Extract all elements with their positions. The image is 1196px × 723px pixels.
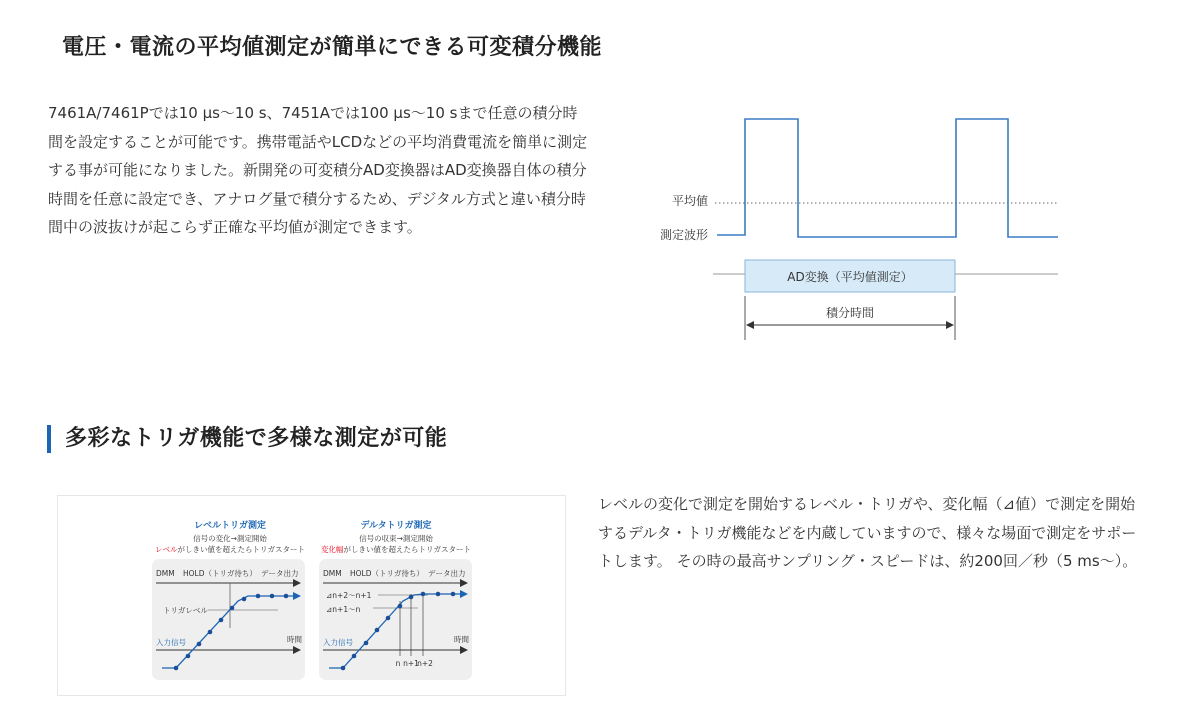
delta-sample-point (375, 628, 380, 633)
delta-sample-point (436, 592, 441, 597)
level-trigger-panel (152, 519, 305, 680)
delta-label2: ⊿n+1〜n (326, 605, 361, 614)
delta-n-label: n (395, 659, 401, 668)
delta-n2-label: n+2 (417, 659, 433, 668)
ad-conversion-label: AD変換（平均値測定） (787, 270, 913, 284)
delta-output: データ出力 (428, 569, 466, 578)
span-label: 積分時間 (825, 306, 875, 320)
level-sample-point (242, 597, 247, 602)
section1-heading: 電圧・電流の平均値測定が簡単にできる可変積分機能 (62, 35, 603, 60)
delta-sample-point (451, 592, 456, 597)
delta-n1-label: n+1 (403, 659, 419, 668)
delta-dmm: DMM (323, 569, 342, 578)
level-sample-point (270, 594, 275, 599)
level-trigger-label: トリガレベル (163, 606, 208, 615)
delta-hold: HOLD（トリガ待ち） (350, 569, 424, 578)
level-sample-point (208, 630, 213, 635)
measured-waveform (717, 119, 1058, 237)
level-time-label: 時間 (287, 635, 302, 644)
delta-title: デルタトリガ測定 (360, 521, 432, 531)
delta-input-label: 入力信号 (323, 638, 353, 647)
level-output: データ出力 (261, 569, 299, 578)
level-dmm: DMM (156, 569, 175, 578)
level-sample-point (256, 594, 261, 599)
delta-sample-point (352, 654, 357, 659)
level-sample-point (284, 594, 289, 599)
section2-body: レベルの変化で測定を開始するレベル・トリガや、変化幅（⊿値）で測定を開始するデルタ・トリガ機能などを内蔵していますので、様々な場面で測定をサポートします。 その時の最高サンプリング・スピードは、約200回／秒（5 ms〜）。 (598, 495, 1138, 570)
level-sample-point (197, 642, 202, 647)
level-caption1: 信号の変化→測定開始 (193, 534, 267, 543)
delta-sample-point (386, 616, 391, 621)
delta-sample-point (341, 666, 346, 671)
delta-caption2: 変化幅がしきい値を超えたらトリガスタート (321, 545, 471, 554)
delta-sample-point (421, 592, 426, 597)
delta-label1: ⊿n+2〜n+1 (326, 591, 372, 600)
level-sample-point (219, 618, 224, 623)
level-sample-point (230, 606, 235, 611)
delta-sample-point (364, 641, 369, 646)
delta-trigger-panel (319, 519, 472, 680)
span-arrow-right (946, 321, 954, 329)
level-input-label: 入力信号 (156, 638, 186, 647)
waveform-label: 測定波形 (659, 228, 708, 242)
delta-caption1: 信号の収束→測定開始 (359, 534, 433, 543)
section1-body: 7461A/7461Pでは10 μs〜10 s、7451Aでは100 μs〜10 sまで任意の積分時間を設定することが可能です。携帯電話やLCDなどの平均消費電流を簡単に測定する事が可能になりました。新開発の可変積分AD変換器はAD変換器自体の積分時間を任意に設定でき、アナログ量で積分するため、デジタル方式と違い積分時間中の波抜けが起こらず正確な平均値が測定できます。 (48, 104, 588, 236)
span-arrow-left (746, 321, 754, 329)
integration-time-diagram (640, 100, 1080, 350)
level-title: レベルトリガ測定 (194, 521, 266, 531)
level-caption2: レベルがしきい値を超えたらトリガスタート (155, 545, 305, 554)
delta-sample-point (398, 604, 403, 609)
delta-sample-point (409, 595, 414, 600)
level-hold: HOLD（トリガ待ち） (183, 569, 257, 578)
level-sample-point (186, 654, 191, 659)
section2-heading: 多彩なトリガ機能で多様な測定が可能 (47, 425, 447, 453)
average-label: 平均値 (671, 194, 708, 208)
delta-time-label: 時間 (454, 635, 469, 644)
trigger-figure (57, 495, 566, 696)
level-sample-point (174, 666, 179, 671)
